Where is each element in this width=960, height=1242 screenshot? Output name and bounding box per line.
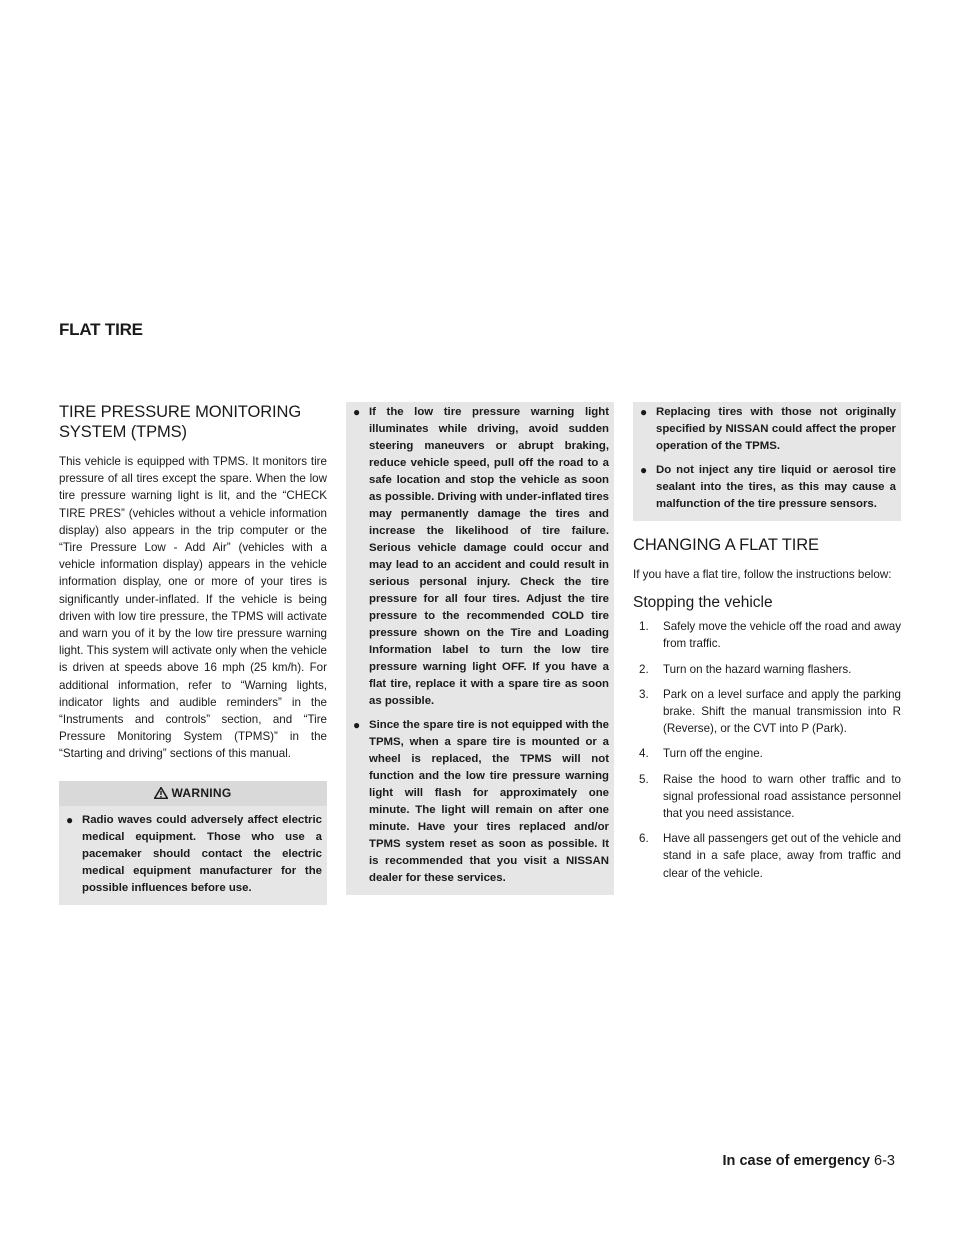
step-number: 3. [639, 687, 649, 701]
warning-label: WARNING [171, 785, 232, 800]
warning-item [351, 717, 609, 887]
changing-section [633, 535, 901, 882]
step-item [633, 661, 901, 678]
warning-text: Radio waves could adversely affect electric medical equipment. Those who use a pacemaker should contact the electric medical equipment manufacturer for the possible influences before use. [82, 813, 322, 894]
warning-header [59, 781, 327, 806]
step-text: Turn off the engine. [663, 747, 763, 761]
step-text: Park on a level surface and apply the parking brake. Shift the manual transmission into R (Reverse), or the CVT into P (Park). [663, 687, 901, 736]
tpms-heading: TIRE PRESSURE MONITORING SYSTEM (TPMS) [59, 403, 302, 441]
warning-body-continued [346, 402, 614, 895]
bullet: ● [353, 718, 361, 732]
warning-body-continued [633, 402, 901, 521]
step-number: 2. [639, 662, 649, 676]
stopping-heading: Stopping the vehicle [633, 594, 773, 612]
warning-item [351, 404, 609, 710]
section-title: FLAT TIRE [59, 320, 143, 339]
bullet: ● [640, 463, 648, 477]
tpms-body: This vehicle is equipped with TPMS. It monitors tire pressure of all tires except the spare. When the low tire pressure warning light is lit, and the “CHECK TIRE PRES” (vehicles without a vehicle information display) also appears in the trip computer or the “Tire Pressure Low - Add Air” (vehicles with a vehicle information display) appears in the vehicle information display, one or more of your tires is significantly under-inflated. If the vehicle is being driven with low tire pressure, the TPMS will activate and warn you of it by the low tire pressure warning light. This system will activate only when the vehicle is driven at speeds above 16 mph (25 km/h). For additional information, refer to “Warning lights, indicator lights and audible reminders” in the “Instruments and controls” section, and “Tire Pressure Monitoring System (TPMS)” in the “Starting and driving” sections of this manual. [59, 455, 327, 761]
page-footer [723, 1153, 895, 1169]
step-text: Raise the hood to warn other traffic and to signal professional road assistance personnel that you need assistance. [663, 772, 901, 821]
warning-item [638, 462, 896, 513]
column-3 [633, 402, 901, 890]
steps-list [633, 618, 901, 882]
chapter-label: In case of emergency [722, 1153, 871, 1169]
step-number: 6. [639, 832, 649, 846]
bullet: ● [66, 812, 74, 827]
warning-box [59, 781, 327, 905]
step-item [633, 771, 901, 823]
step-number: 1. [639, 620, 649, 634]
step-item [633, 618, 901, 652]
warning-text: Do not inject any tire liquid or aerosol tire sealant into the tires, as this may cause a malfunction of the tire pressure sensors. [656, 464, 896, 510]
warning-triangle-icon [154, 787, 168, 799]
step-number: 5. [639, 772, 649, 786]
warning-item [64, 812, 322, 897]
column-1 [59, 402, 327, 905]
column-2 [346, 402, 614, 895]
changing-intro: If you have a flat tire, follow the instructions below: [633, 568, 892, 581]
bullet: ● [640, 405, 648, 419]
bullet: ● [353, 405, 361, 419]
page-number: 6-3 [874, 1153, 895, 1169]
step-item [633, 686, 901, 738]
step-text: Have all passengers get out of the vehicle and stand in a safe place, away from traffic and clear of the vehicle. [663, 832, 901, 880]
step-text: Safely move the vehicle off the road and away from traffic. [663, 620, 901, 651]
warning-item [638, 404, 896, 455]
changing-heading: CHANGING A FLAT TIRE [633, 536, 819, 554]
step-item [633, 745, 901, 762]
step-item [633, 830, 901, 882]
warning-body [59, 806, 327, 905]
step-number: 4. [639, 747, 649, 761]
warning-text: If the low tire pressure warning light illuminates while driving, avoid sudden steering maneuvers or abrupt braking, reduce vehicle speed, pull off the road to a safe location and stop the vehicle as soon as possible. Driving with under-inflated tires may permanently damage the tires and increase the likelihood of tire failure. Serious vehicle damage could occur and may lead to an accident and could result in serious personal injury. Check the tire pressure for all four tires. Adjust the tire pressure to the recommended COLD tire pressure shown on the Tire and Loading Information label to turn the low tire pressure warning light OFF. If you have a flat tire, replace it with a spare tire as soon as possible. [369, 406, 609, 707]
warning-text: Replacing tires with those not originally specified by NISSAN could affect the proper operation of the TPMS. [656, 406, 896, 452]
warning-text: Since the spare tire is not equipped with the TPMS, when a spare tire is mounted or a wheel is replaced, the TPMS will not function and the low tire pressure warning light will flash for approximately one minute. The light will remain on after one minute. Have your tires replaced and/or TPMS system reset as soon as possible. It is recommended that you visit a NISSAN dealer for these services. [369, 719, 609, 884]
step-text: Turn on the hazard warning flashers. [663, 662, 852, 676]
